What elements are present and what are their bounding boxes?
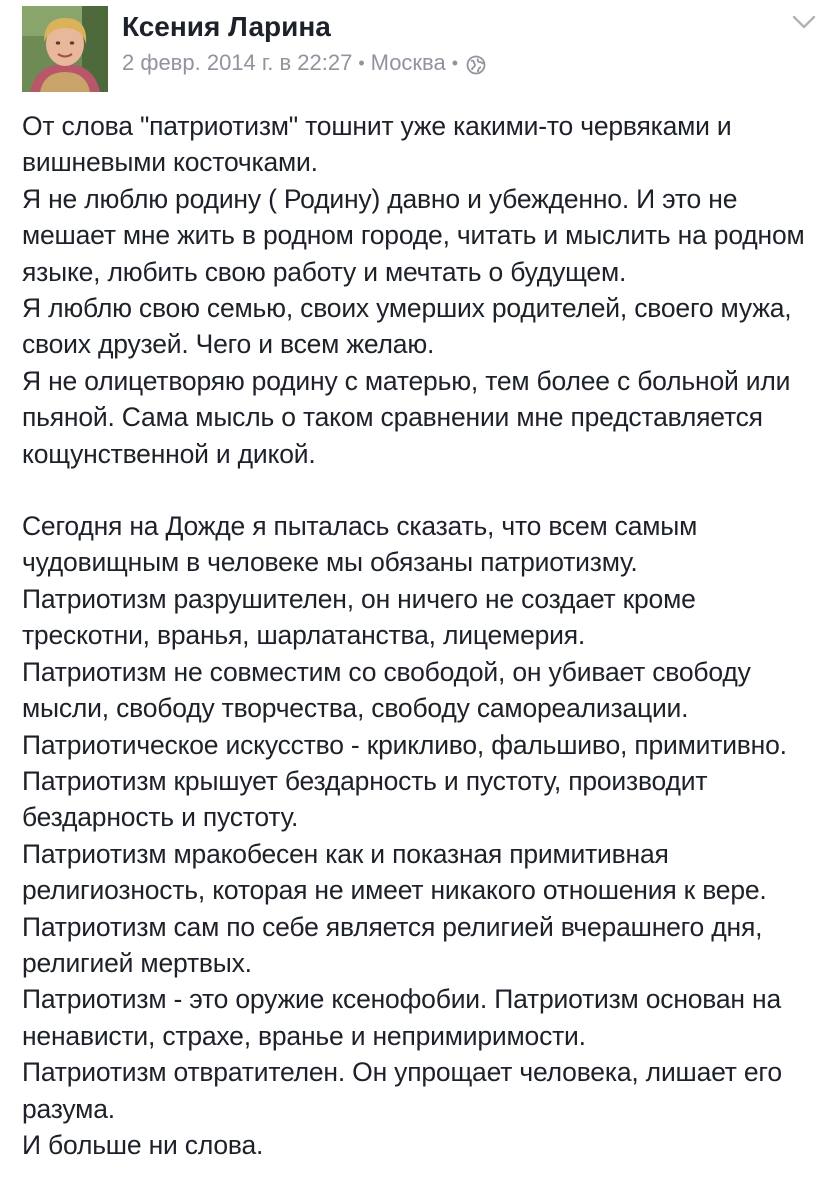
post-line: Патриотизм - это оружие ксенофобии. Патриотизм основан на ненависти, страхе, вранье и непримиримости. <box>22 984 781 1051</box>
post-author[interactable]: Ксения Ларина <box>122 11 331 42</box>
post-text <box>22 108 822 1163</box>
post-line: Патриотизм отвратителен. Он упрощает человека, лишает его разума. <box>22 1057 782 1124</box>
post-line: Патриотизм не совместим со свободой, он убивает свободу мысли, свободу творчества, свободу самореализации. Патриотическое искусство - крикливо, фальшиво, примитивно. Патриотизм крышует бездарность и пустоту, производит бездарность и пустоту. <box>22 656 787 833</box>
post-line: И больше ни слова. <box>22 1129 264 1160</box>
post-line: Я не олицетворяю родину с матерью, тем более с больной или пьяной. Сама мысль о таком сравнении мне представляется кощунственной и дикой. <box>22 365 791 469</box>
post-line: Патриотизм разрушителен, он ничего не создает кроме трескотни, вранья, шарлатанства, лицемерия. <box>22 583 696 651</box>
post-line: Патриотизм мракобесен как и показная примитивная религиозность, которая не имеет никакого отношения к вере. <box>22 838 767 906</box>
post-location[interactable]: Москва <box>370 50 446 75</box>
meta-separator-2: • <box>451 53 459 73</box>
post-line: Я люблю свою семью, своих умерших родителей, своего мужа, своих друзей. Чего и всем желаю. <box>22 293 792 360</box>
post-line: Патриотизм сам по себе является религией вчерашнего дня, религией мертвых. <box>22 911 763 978</box>
post-header <box>0 0 840 110</box>
post-line: Я не люблю родину ( Родину) давно и убежденно. И это не мешает мне жить в родном городе, читать и мыслить на родном языке, любить свою работу и мечтать о будущем. <box>22 183 805 287</box>
avatar[interactable] <box>22 6 108 92</box>
post-timestamp[interactable]: 2 февр. 2014 г. в 22:27 <box>122 50 353 75</box>
chevron-down-icon[interactable] <box>790 12 818 32</box>
post-meta <box>122 48 486 78</box>
post-line: Сегодня на Дожде я пыталась сказать, что всем самым чудовищным в человеке мы обязаны патриотизму. <box>22 511 698 578</box>
post-line: От слова "патриотизм" тошнит уже какими-то червяками и вишневыми косточками. <box>22 111 732 178</box>
globe-icon[interactable] <box>466 53 486 73</box>
meta-separator: • <box>358 53 365 73</box>
paragraph-gap <box>22 472 822 508</box>
